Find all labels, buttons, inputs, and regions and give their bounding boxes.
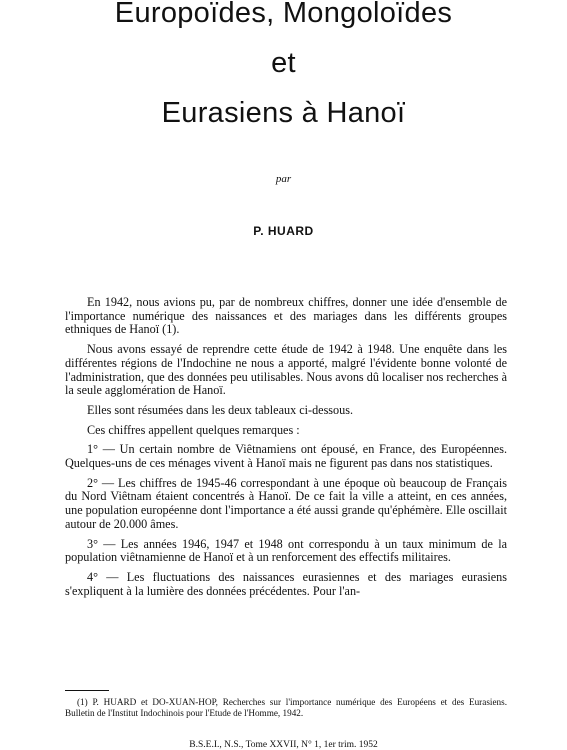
footnote: (1) P. HUARD et DO-XUAN-HOP, Recherches sur l'importance numérique des Européens et des Eurasiens. Bulletin de l'Institut Indochinois pour l'Etude de l'Homme, 1942. [65, 697, 507, 718]
title-line-1: Europoïdes, Mongoloïdes [114, 0, 453, 29]
title-line-2: et [271, 47, 296, 79]
byline-par: par [275, 173, 292, 185]
paragraph: 4° — Les fluctuations des naissances eurasiennes et des mariages eurasiens s'expliquent à la lumière des données précédentes. Pour l'an- [65, 569, 507, 598]
paragraph: 1° — Un certain nombre de Viêtnamiens ont épousé, en France, des Européennes. Quelques-uns de ces ménages vivent à Hanoï mais ne figurent pas dans nos statistiques. [65, 442, 507, 471]
paragraph: 3° — Les années 1946, 1947 et 1948 ont correspondu à un taux minimum de la population viêtnamienne de Hanoï et à un renforcement des effectifs militaires. [65, 536, 507, 565]
paragraph: Ces chiffres appellent quelques remarques : [87, 422, 300, 437]
author-name: P. HUARD [253, 224, 314, 238]
journal-reference: B.S.E.I., N.S., Tome XXVII, N° 1, 1er trim. 1952 [189, 740, 378, 750]
paragraph: Elles sont résumées dans les deux tableaux ci-dessous. [87, 402, 354, 417]
article-title [0, 0, 567, 138]
paragraph: Nous avons essayé de reprendre cette étude de 1942 à 1948. Une enquête dans les différentes régions de l'Indochine ne nous a apporté, malgré l'évidente bonne volonté de l'administration, que des données peu utilisables. Nous avons dû localiser nos recherches à la seule agglomération de Hanoï. [65, 342, 507, 398]
footnote-divider [65, 690, 109, 691]
paragraph: 2° — Les chiffres de 1945-46 correspondant à une époque où beaucoup de Français du Nord Viêtnam étaient concentrés à Hanoï. De ce fait la ville a atteint, en ces années, une population européenne dont l'importance a été aussi grande qu'éphémère. Elle oscillait autour de 20.000 âmes. [65, 475, 507, 531]
paragraph: En 1942, nous avions pu, par de nombreux chiffres, donner une idée d'ensemble de l'importance numérique des naissances et des mariages dans les différents groupes ethniques de Hanoï (1). [65, 295, 507, 337]
title-line-3: Eurasiens à Hanoï [161, 97, 406, 129]
article-body [65, 296, 507, 604]
